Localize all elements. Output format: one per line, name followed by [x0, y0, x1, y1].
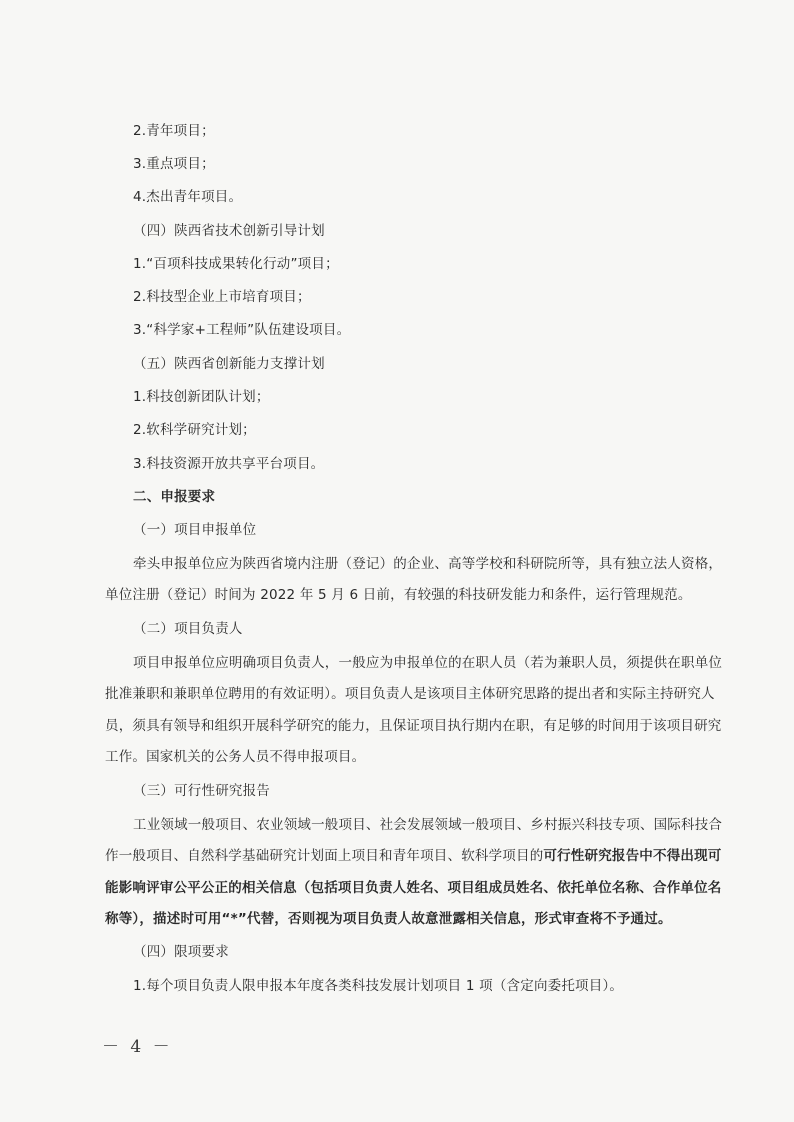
subsection-heading: （五）陕西省创新能力支撑计划: [133, 356, 325, 372]
paragraph-line: 1.每个项目负责人限申报本年度各类科技发展计划项目 1 项（含定向委托项目）。: [133, 978, 624, 994]
subsection-heading: （四）限项要求: [133, 944, 229, 960]
list-item: 2.青年项目；: [133, 123, 215, 139]
section-heading: 二、申报要求: [133, 489, 216, 505]
list-item: 4.杰出青年项目。: [133, 189, 243, 205]
list-item: 2.软科学研究计划；: [133, 422, 256, 438]
list-item: 1.科技创新团队计划；: [133, 389, 270, 405]
subsection-heading: （四）陕西省技术创新引导计划: [133, 223, 325, 239]
paragraph-line: 项目申报单位应明确项目负责人，一般应为申报单位的在职人员（若为兼职人员，须提供在职单位: [133, 655, 723, 671]
paragraph-line: 员，须具有领导和组织开展科学研究的能力，且保证项目执行期内在职，有足够的时间用于该项目研究: [105, 718, 722, 734]
subsection-heading: （一）项目申报单位: [133, 522, 257, 538]
list-item: 3.重点项目；: [133, 156, 215, 172]
paragraph-line: 能影响评审公平公正的相关信息（包括项目负责人姓名、项目组成员姓名、依托单位名称、合作单位名: [105, 880, 722, 896]
bold-text: 可行性研究报告中不得出现可: [543, 848, 722, 864]
list-item: 3.“科学家+工程师”队伍建设项目。: [133, 322, 351, 338]
subsection-heading: （二）项目负责人: [133, 621, 243, 637]
paragraph-line: 牵头申报单位应为陕西省境内注册（登记）的企业、高等学校和科研院所等，具有独立法人资格，: [133, 556, 723, 572]
paragraph-text: 作一般项目、自然科学基础研究计划面上项目和青年项目、软科学项目的: [105, 848, 544, 864]
list-item: 1.“百项科技成果转化行动”项目；: [133, 256, 339, 272]
list-item: 3.科技资源开放共享平台项目。: [133, 456, 325, 472]
list-item: 2.科技型企业上市培育项目；: [133, 289, 311, 305]
paragraph-line: 工业领域一般项目、农业领域一般项目、社会发展领域一般项目、乡村振兴科技专项、国际科技合: [133, 817, 723, 833]
paragraph-line: 批准兼职和兼职单位聘用的有效证明）。项目负责人是该项目主体研究思路的提出者和实际主持研究人: [105, 686, 715, 702]
paragraph-line: 工作。国家机关的公务人员不得申报项目。: [105, 749, 366, 765]
paragraph-line: 单位注册（登记）时间为 2022 年 5 月 6 日前，有较强的科技研发能力和条件，运行管理规范。: [105, 587, 692, 603]
paragraph-line: [105, 846, 722, 866]
paragraph-line: 称等），描述时可用“*”代替，否则视为项目负责人故意泄露相关信息，形式审查将不予通过。: [105, 911, 672, 927]
page-number: － 4 －: [102, 1037, 173, 1057]
subsection-heading: （三）可行性研究报告: [133, 783, 270, 799]
